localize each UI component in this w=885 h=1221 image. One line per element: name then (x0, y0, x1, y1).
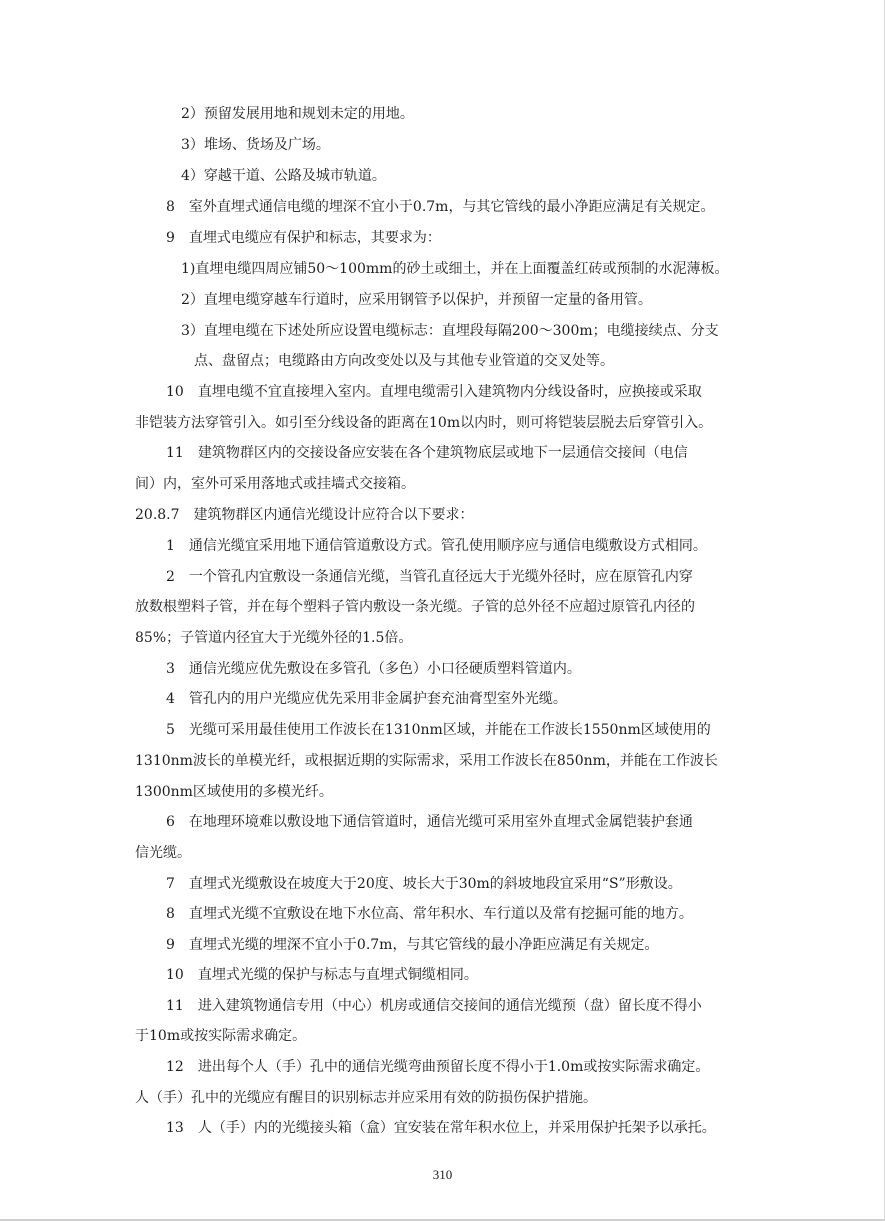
text-line: 9 直埋式电缆应有保护和标志，其要求为： (166, 230, 441, 246)
text-line: 于10m或按实际需求确定。 (135, 1028, 307, 1044)
text-line: 10 直埋电缆不宜直接埋入室内。直埋电缆需引入建筑物内分线设备时，应换接或采取 (166, 384, 702, 400)
text-line: 11 建筑物群区内的交接设备应安装在各个建筑物底层或地下一层通信交接间（电信 (166, 445, 688, 461)
text-line: 信光缆。 (135, 845, 191, 861)
text-line: 1310nm波长的单模光纤，或根据近期的实际需求，采用工作波长在850nm，并能在工作波长 (135, 753, 718, 769)
text-line: 9 直埋式光缆的埋深不宜小于0.7m，与其它管线的最小净距应满足有关规定。 (166, 937, 659, 953)
text-line: 6 在地理环境难以敷设地下通信管道时，通信光缆可采用室外直埋式金属铠装护套通 (166, 814, 693, 830)
text-line: 85%；子管道内径宜大于光缆外径的1.5倍。 (135, 630, 413, 646)
text-line: 1 通信光缆宜采用地下通信管道敷设方式。管孔使用顺序应与通信电缆敷设方式相同。 (166, 538, 707, 554)
text-line: 1300nm区域使用的多模光纤。 (135, 784, 333, 800)
text-line: 间）内，室外可采用落地式或挂墙式交接箱。 (135, 476, 415, 492)
text-line: 12 进出每个人（手）孔中的通信光缆弯曲预留长度不得小于1.0m或按实际需求确定。 (166, 1059, 710, 1075)
text-line: 2）直埋电缆穿越车行道时，应采用钢管予以保护，并预留一定量的备用管。 (181, 292, 652, 308)
page-number: 310 (432, 1167, 453, 1182)
text-line: 4）穿越干道、公路及城市轨道。 (181, 168, 386, 184)
text-line: 8 直埋式光缆不宜敷设在地下水位高、常年积水、车行道以及常有挖掘可能的地方。 (166, 906, 693, 922)
section-heading: 20.8.7 建筑物群区内通信光缆设计应符合以下要求： (135, 507, 474, 523)
text-line: 7 直埋式光缆敷设在坡度大于20度、坡长大于30m的斜坡地段宜采用“S”形敷设。 (166, 876, 682, 892)
text-line: 2 一个管孔内宜敷设一条通信光缆，当管孔直径远大于光缆外径时，应在原管孔内穿 (166, 569, 693, 585)
text-line: 人（手）孔中的光缆应有醒目的识别标志并应采用有效的防损伤保护措施。 (135, 1090, 597, 1106)
text-line: 放数根塑料子管，并在每个塑料子管内敷设一条光缆。子管的总外径不应超过原管孔内径的 (135, 599, 695, 615)
text-line: 非铠装方法穿管引入。如引至分线设备的距离在10m以内时，则可将铠装层脱去后穿管引入。 (135, 415, 713, 431)
text-line: 3 通信光缆应优先敷设在多管孔（多色）小口径硬质塑料管道内。 (166, 661, 581, 677)
text-line: 3）直埋电缆在下述处所应设置电缆标志：直埋段每隔200～300m；电缆接续点、分支 (181, 323, 719, 339)
text-line: 10 直埋式光缆的保护与标志与直埋式铜缆相同。 (166, 967, 478, 983)
text-line: 11 进入建筑物通信专用（中心）机房或通信交接间的通信光缆预（盘）留长度不得小 (166, 998, 702, 1014)
text-line: 3）堆场、货场及广场。 (181, 137, 330, 153)
text-line: 13 人（手）内的光缆接头箱（盒）宜安装在常年积水位上，并采用保护托架予以承托。 (166, 1120, 716, 1136)
text-line: 1)直埋电缆四周应铺50～100mm的砂土或细土，并在上面覆盖红砖或预制的水泥薄板。 (181, 261, 729, 277)
text-line: 8 室外直埋式通信电缆的埋深不宜小于0.7m，与其它管线的最小净距应满足有关规定。 (166, 199, 715, 215)
text-line: 5 光缆可采用最佳使用工作波长在1310nm区域，并能在工作波长1550nm区域使用的 (166, 722, 711, 738)
text-line: 点、盘留点；电缆路由方向改变处以及与其他专业管道的交叉处等。 (194, 353, 614, 369)
text-line: 2）预留发展用地和规划未定的用地。 (181, 106, 414, 122)
text-line: 4 管孔内的用户光缆应优先采用非金属护套充油膏型室外光缆。 (166, 691, 567, 707)
